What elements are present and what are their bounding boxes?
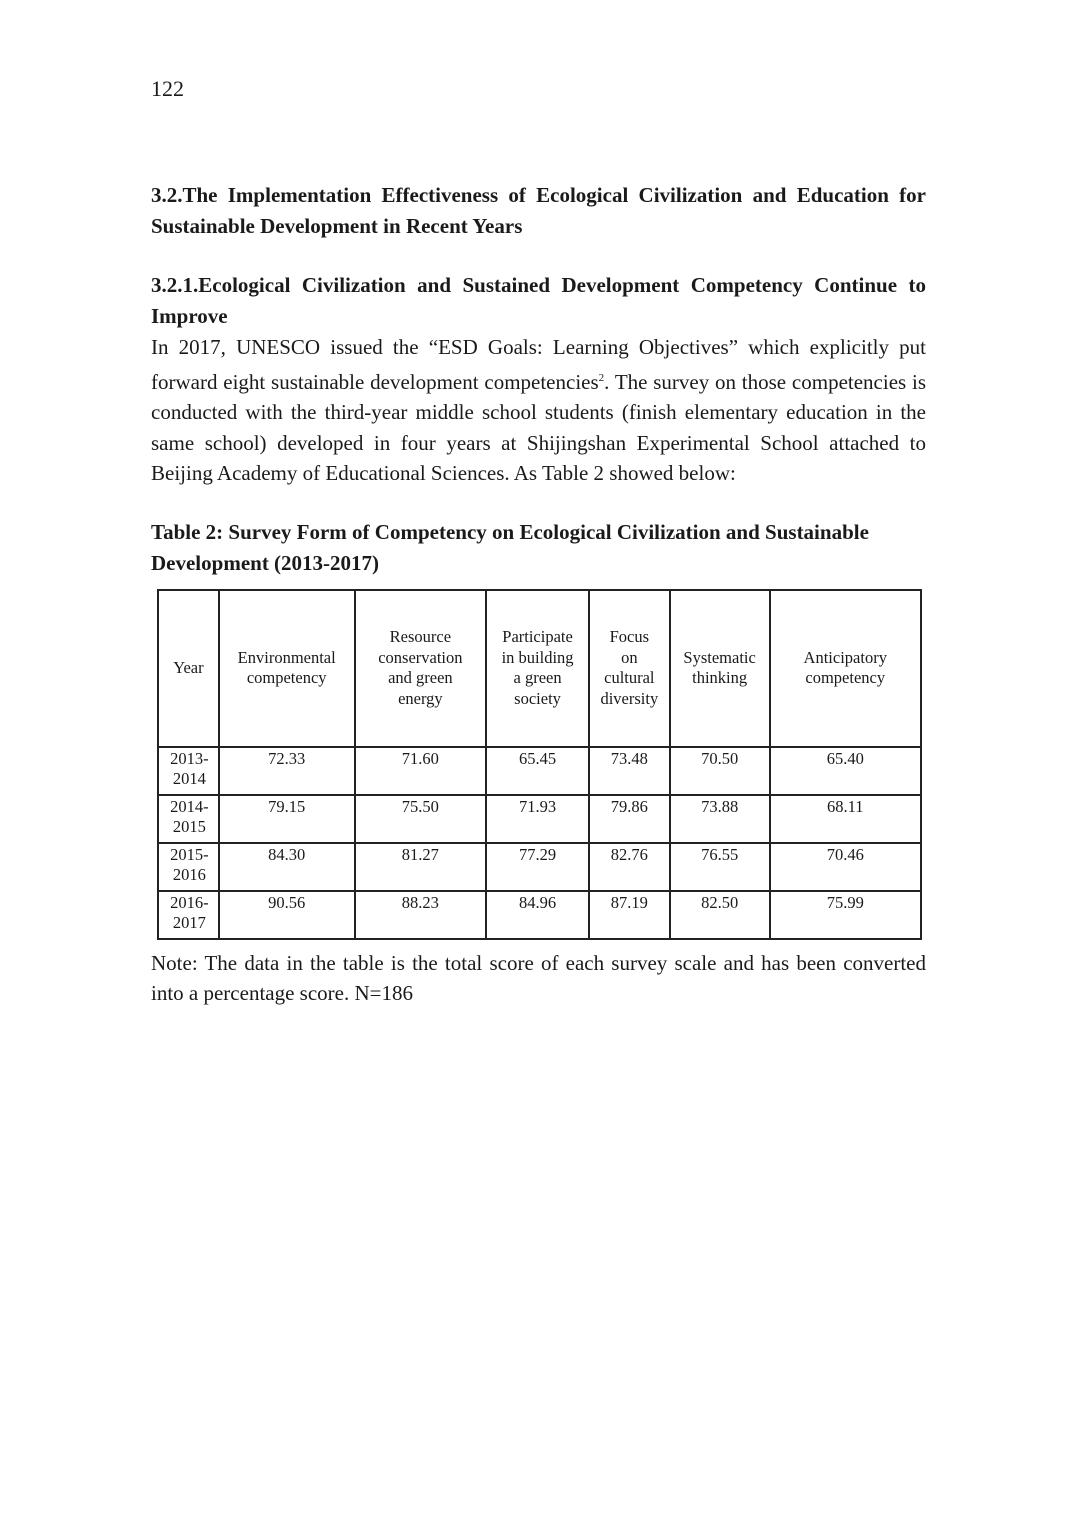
score-cell: 75.99 xyxy=(770,891,921,939)
body-paragraph xyxy=(151,332,926,489)
survey-table xyxy=(157,589,922,940)
column-header-line: Environmental xyxy=(237,647,336,667)
column-header-line: and green xyxy=(388,668,453,687)
year-line: 2016- xyxy=(170,892,209,912)
year-line: 2014 xyxy=(172,769,206,788)
column-header-line: Participate xyxy=(502,627,573,646)
score-cell: 88.23 xyxy=(355,891,487,939)
table-row xyxy=(158,747,921,795)
table-caption: Table 2: Survey Form of Competency on Ecological Civilization and Sustainable Development (2013-2017) xyxy=(151,519,869,575)
column-header-line: Systematic xyxy=(683,647,756,667)
score-cell: 71.60 xyxy=(355,747,487,795)
table-note: Note: The data in the table is the total score of each survey scale and has been converted into a percentage score. N=186 xyxy=(151,950,926,1005)
column-header-line: Resource xyxy=(389,627,452,646)
column-header-line: a green xyxy=(513,668,562,687)
score-cell: 70.46 xyxy=(770,843,921,891)
column-header xyxy=(355,590,487,747)
score-cell: 81.27 xyxy=(355,843,487,891)
year-line: 2015 xyxy=(172,817,206,836)
column-header-line: Year xyxy=(173,657,204,677)
column-header-line: competency xyxy=(246,668,327,687)
column-header-line: society xyxy=(514,688,561,708)
year-cell xyxy=(158,891,219,939)
column-header xyxy=(486,590,589,747)
column-header-line: energy xyxy=(398,688,443,708)
table-row xyxy=(158,843,921,891)
table-row xyxy=(158,795,921,843)
paragraph-text-before: In 2017, UNESCO issued the “ESD Goals: Learning Objectives” which explicitly put forward eight sustainable development competencies xyxy=(151,335,926,394)
section-heading: 3.2.The Implementation Effectiveness of Ecological Civilization and Education for Sustainable Development in Recent Years xyxy=(151,183,926,238)
score-cell: 84.96 xyxy=(486,891,589,939)
table-header-row xyxy=(158,590,921,747)
column-header-line: diversity xyxy=(600,688,659,708)
page-content xyxy=(151,180,926,1009)
column-header-line: in building xyxy=(501,647,574,667)
year-line: 2013- xyxy=(170,748,209,768)
score-cell: 79.15 xyxy=(219,795,355,843)
paragraph-text-after: . The survey on those competencies is conducted with the third-year middle school students (finish elementary education in the same school) developed in four years at Shijingshan Experimental School attached to Beijing Academy of Educational Sciences. As Table 2 showed below: xyxy=(151,369,926,485)
table-body xyxy=(158,747,921,939)
score-cell: 65.40 xyxy=(770,747,921,795)
column-header-line: cultural xyxy=(604,668,655,687)
year-line: 2017 xyxy=(172,913,206,932)
score-cell: 79.86 xyxy=(589,795,670,843)
score-cell: 84.30 xyxy=(219,843,355,891)
column-header-line: on xyxy=(621,647,638,667)
score-cell: 82.50 xyxy=(670,891,770,939)
score-cell: 76.55 xyxy=(670,843,770,891)
year-line: 2014- xyxy=(170,796,209,816)
column-header xyxy=(158,590,219,747)
score-cell: 75.50 xyxy=(355,795,487,843)
score-cell: 65.45 xyxy=(486,747,589,795)
column-header-line: competency xyxy=(805,668,886,687)
column-header xyxy=(770,590,921,747)
column-header-line: Anticipatory xyxy=(803,647,887,667)
column-header-line: thinking xyxy=(692,668,748,687)
year-line: 2015- xyxy=(170,844,209,864)
year-cell xyxy=(158,795,219,843)
table-row xyxy=(158,891,921,939)
subsection-heading: 3.2.1.Ecological Civilization and Sustained Development Competency Continue to Improve xyxy=(151,273,926,328)
score-cell: 73.88 xyxy=(670,795,770,843)
year-line: 2016 xyxy=(172,865,206,884)
score-cell: 82.76 xyxy=(589,843,670,891)
column-header xyxy=(219,590,355,747)
score-cell: 87.19 xyxy=(589,891,670,939)
column-header-line: conservation xyxy=(378,647,463,667)
score-cell: 90.56 xyxy=(219,891,355,939)
score-cell: 71.93 xyxy=(486,795,589,843)
column-header-line: Focus xyxy=(609,627,650,646)
page-number: 122 xyxy=(151,76,184,101)
year-cell xyxy=(158,843,219,891)
column-header xyxy=(589,590,670,747)
footnote-reference: 2 xyxy=(598,371,605,384)
column-header xyxy=(670,590,770,747)
score-cell: 70.50 xyxy=(670,747,770,795)
score-cell: 77.29 xyxy=(486,843,589,891)
year-cell xyxy=(158,747,219,795)
score-cell: 68.11 xyxy=(770,795,921,843)
score-cell: 73.48 xyxy=(589,747,670,795)
score-cell: 72.33 xyxy=(219,747,355,795)
